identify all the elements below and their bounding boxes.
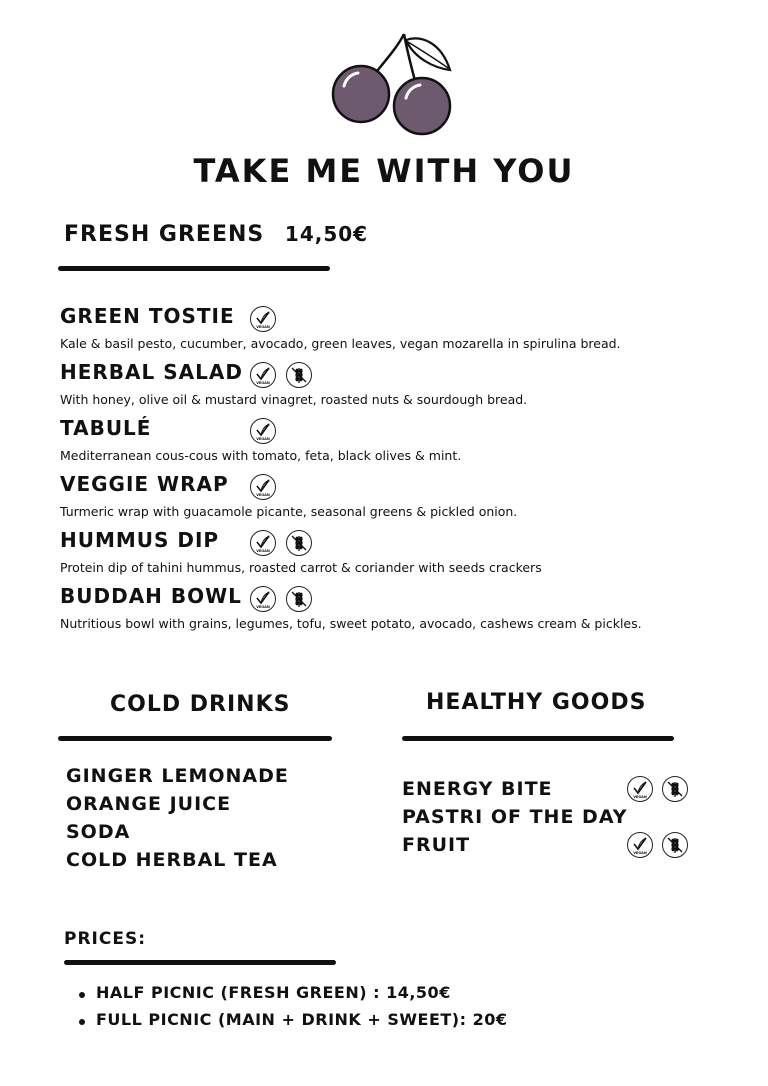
prices-heading: PRICES: — [64, 929, 147, 949]
drink-item: SODA — [66, 821, 131, 843]
vegan-leaf-check-icon — [627, 776, 653, 802]
drink-item: COLD HERBAL TEA — [66, 849, 278, 871]
menu-item-name: VEGGIE WRAP — [60, 472, 229, 496]
menu-item-name: BUDDAH BOWL — [60, 584, 242, 608]
svg-text:VEGAN: VEGAN — [256, 381, 270, 385]
bullet-icon — [79, 1019, 85, 1025]
page-title: TAKE ME WITH YOU — [193, 152, 575, 190]
healthy-good-item: ENERGY BITE — [402, 778, 553, 800]
vegan-leaf-check-icon — [627, 832, 653, 858]
healthy-goods-heading: HEALTHY GOODS — [426, 690, 647, 715]
cherries-icon — [326, 30, 456, 136]
menu-item-name: HUMMUS DIP — [60, 528, 220, 552]
drink-item: GINGER LEMONADE — [66, 765, 289, 787]
vegan-leaf-check-icon — [250, 418, 276, 444]
price-line: HALF PICNIC (FRESH GREEN) : 14,50€ — [96, 983, 451, 1002]
menu-item-description: With honey, olive oil & mustard vinagret, roasted nuts & sourdough bread. — [60, 392, 528, 407]
svg-text:VEGAN: VEGAN — [256, 325, 270, 329]
menu-item-name: GREEN TOSTIE — [60, 304, 235, 328]
section-divider — [58, 266, 330, 271]
bullet-icon — [79, 992, 85, 998]
vegan-leaf-check-icon — [250, 362, 276, 388]
vegan-leaf-check-icon — [250, 474, 276, 500]
healthy-good-item: FRUIT — [402, 834, 471, 856]
svg-text:VEGAN: VEGAN — [256, 605, 270, 609]
healthy-good-item: PASTRI OF THE DAY — [402, 806, 628, 828]
vegan-leaf-check-icon — [250, 530, 276, 556]
menu-item-name: HERBAL SALAD — [60, 360, 243, 384]
menu-item-description: Kale & basil pesto, cucumber, avocado, green leaves, vegan mozarella in spirulina bread. — [60, 336, 621, 351]
cold-drinks-heading: COLD DRINKS — [110, 692, 291, 717]
section-divider — [64, 960, 336, 965]
vegan-leaf-check-icon — [250, 306, 276, 332]
svg-text:VEGAN: VEGAN — [256, 493, 270, 497]
gluten-free-wheat-icon — [286, 586, 312, 612]
svg-text:VEGAN: VEGAN — [256, 549, 270, 553]
svg-text:VEGAN: VEGAN — [633, 851, 647, 855]
svg-text:VEGAN: VEGAN — [256, 437, 270, 441]
svg-text:VEGAN: VEGAN — [633, 795, 647, 799]
section-divider — [402, 736, 674, 741]
section-divider — [58, 736, 332, 741]
gluten-free-wheat-icon — [286, 362, 312, 388]
menu-item-description: Turmeric wrap with guacamole picante, seasonal greens & pickled onion. — [60, 504, 518, 519]
fresh-greens-title: FRESH GREENS — [64, 222, 265, 247]
menu-item-description: Mediterranean cous-cous with tomato, feta, black olives & mint. — [60, 448, 462, 463]
fresh-greens-price: 14,50€ — [284, 222, 369, 246]
price-line: FULL PICNIC (MAIN + DRINK + SWEET): 20€ — [96, 1010, 508, 1029]
fresh-greens-heading — [64, 222, 368, 247]
vegan-leaf-check-icon — [250, 586, 276, 612]
gluten-free-wheat-icon — [286, 530, 312, 556]
drink-item: ORANGE JUICE — [66, 793, 232, 815]
gluten-free-wheat-icon — [662, 776, 688, 802]
menu-item-name: TABULÉ — [60, 416, 152, 440]
gluten-free-wheat-icon — [662, 832, 688, 858]
menu-item-description: Nutritious bowl with grains, legumes, tofu, sweet potato, avocado, cashews cream & pickles. — [60, 616, 642, 631]
menu-item-description: Protein dip of tahini hummus, roasted carrot & coriander with seeds crackers — [60, 560, 542, 575]
